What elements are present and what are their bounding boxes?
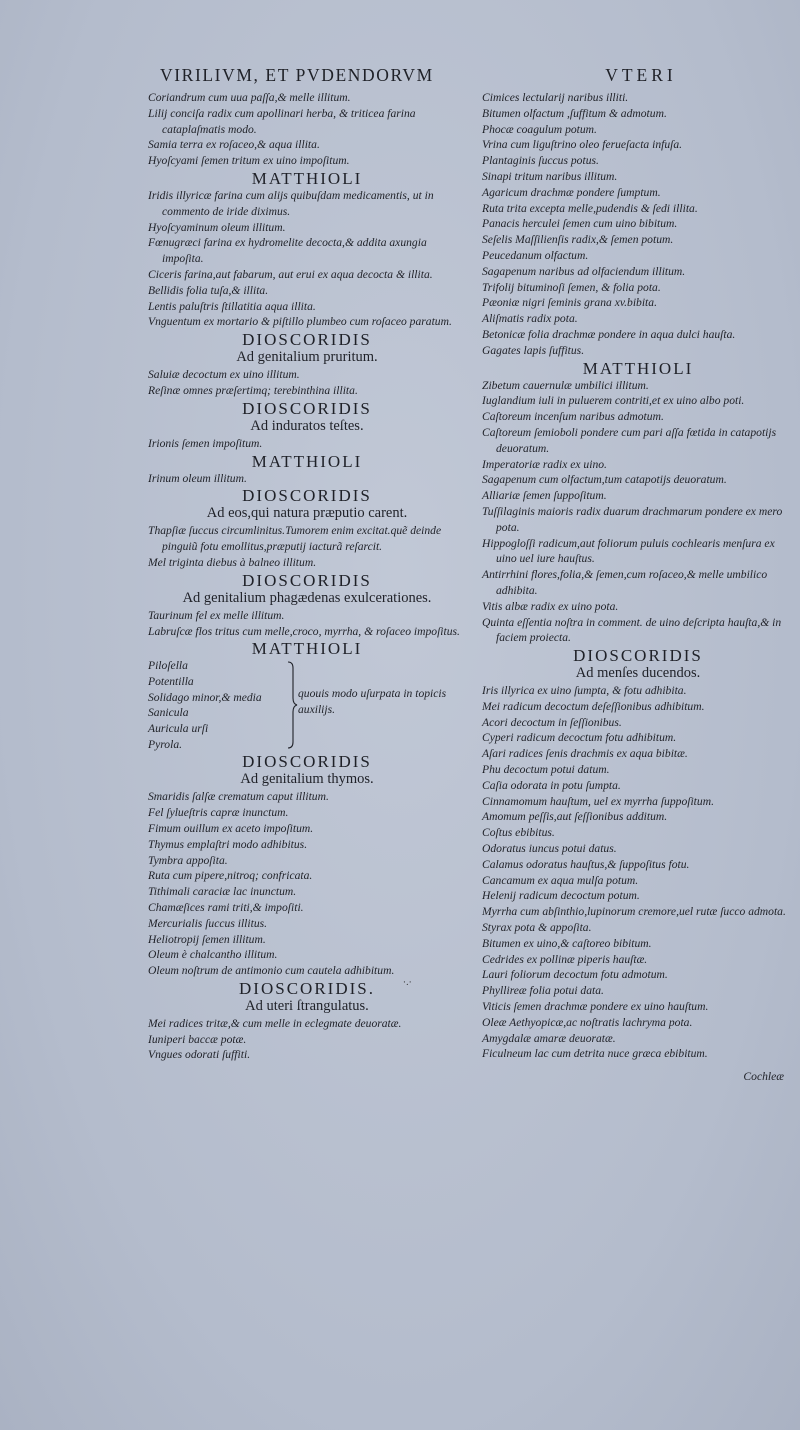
remedy-entry: Oleum noſtrum de antimonio cum cautela adhibitum. <box>148 964 395 978</box>
remedy-entry: Fœnugræci farina ex hydromelite decocta,& addita axungia impoſita. <box>148 236 427 266</box>
remedy-entry: Alliariæ ſemen ſuppoſitum. <box>482 489 607 503</box>
remedy-entry: Vrina cum liguſtrino oleo ferueſacta infuſa. <box>482 138 683 152</box>
remedy-entry: Calamus odoratus hauſtus,& ſuppoſitus fotu. <box>482 857 690 871</box>
brace-group <box>148 658 466 752</box>
remedy-entry: Phyllireæ folia potui data. <box>482 984 604 998</box>
remedy-entry: Bitumen ex uino,& caſtoreo bibitum. <box>482 936 652 950</box>
remedy-entry: Iuglandium iuli in puluerem contriti,et ex uino albo poti. <box>482 394 745 408</box>
remedy-entry: Antirrhini flores,folia,& ſemen,cum roſaceo,& melle umbilico adhibita. <box>482 568 768 597</box>
remedy-entry: Hyoſcyami ſemen tritum ex uino impoſitum. <box>148 154 350 168</box>
remedy-entry: Sagapenum cum olfactum,tum catapotijs deuoratum. <box>482 473 727 487</box>
catchword: Cochleæ <box>743 1070 784 1084</box>
left-running-head: VIRILIVM, ET PVDENDORVM <box>160 65 434 85</box>
remedy-entry: Plantaginis ſuccus potus. <box>482 154 599 168</box>
remedy-entry: Betonicæ folia drachmæ pondere in aqua dulci hauſta. <box>482 327 736 341</box>
brace-item: Piloſella <box>148 659 188 673</box>
remedy-entry: Lilij conciſa radix cum apollinari herba, & triticea farina cataplaſmatis modo. <box>148 106 416 136</box>
remedy-entry: Phocæ coagulum potum. <box>482 122 597 136</box>
brace-item: Sanicula <box>148 706 189 720</box>
remedy-entry: Mel triginta diebus à balneo illitum. <box>148 555 317 569</box>
remedy-entry: Amomum peſſis,aut ſeſſionibus additum. <box>482 810 668 824</box>
section-heading: MATTHIOLI <box>582 358 694 378</box>
section-subheading: Ad menſes ducendos. <box>575 665 701 682</box>
section-heading: MATTHIOLI <box>251 639 363 659</box>
left-column <box>148 62 466 1063</box>
remedy-entry: Zibetum cauernulæ umbilici illitum. <box>482 378 649 392</box>
remedy-entry: Quinta eſſentia noſtra in comment. de uino deſcripta hauſta,& in faciem proiecta. <box>482 615 782 645</box>
remedy-entry: Iuniperi baccæ potæ. <box>148 1032 247 1046</box>
remedy-entry: Reſinæ omnes præſertimq; terebinthina illita. <box>148 383 358 397</box>
remedy-entry: Labruſcæ flos tritus cum melle,croco, myrrha, & roſaceo impoſitus. <box>148 624 460 638</box>
remedy-entry: Peucedanum olfactum. <box>482 248 589 262</box>
remedy-entry: Panacis herculei ſemen cum uino bibitum. <box>482 217 678 231</box>
remedy-entry: Oleum è chalcantho illitum. <box>148 948 278 962</box>
remedy-entry: Iridis illyricæ farina cum alijs quibuſdam medicamentis, ut in commento de iride diximus. <box>148 188 434 218</box>
section-subheading: Ad genitalium thymos. <box>240 771 374 788</box>
remedy-entry: Sinapi tritum naribus illitum. <box>482 169 618 183</box>
remedy-entry: Smaridis ſalſæ crematum caput illitum. <box>148 790 329 804</box>
remedy-entry: Caſtoreum incenſum naribus admotum. <box>482 410 664 424</box>
remedy-entry: Taurinum fel ex melle illitum. <box>148 608 285 622</box>
section-subheading: Ad eos,qui natura præputio carent. <box>206 505 408 522</box>
remedy-entry: Tuſſilaginis maioris radix duarum drachmarum pondere ex mero pota. <box>482 504 783 534</box>
remedy-entry: Thymus emplaſtri modo adhibitus. <box>148 837 308 851</box>
remedy-entry: Mei radicum decoctum deſeſſionibus adhibitum. <box>482 699 705 713</box>
section-heading: DIOSCORIDIS. <box>239 978 375 998</box>
remedy-entry: Oleæ Aethyopicæ,ac noſtratis lachryma pota. <box>482 1015 693 1029</box>
brace-item: Solidago minor,& media <box>148 690 262 704</box>
section-subheading: Ad induratos teſtes. <box>250 417 364 434</box>
section-heading: DIOSCORIDIS <box>573 646 703 666</box>
remedy-entry: Bitumen olfactum ,ſuffitum & admotum. <box>482 106 667 120</box>
brace-item: Potentilla <box>148 675 194 689</box>
section-subheading: Ad uteri ſtrangulatus. <box>245 997 369 1014</box>
remedy-entry: Aſari radices ſenis drachmis ex aqua bibitæ. <box>482 747 688 761</box>
remedy-entry: Lauri foliorum decoctum fotu admotum. <box>482 968 668 982</box>
brace-item: Auricula urſi <box>148 722 209 736</box>
remedy-entry: Hippogloſſi radicum,aut foliorum puluis cochlearis menſura ex uino uel iure hauſtus. <box>482 536 775 566</box>
section-subheading: Ad genitalium phagædenas exulcerationes. <box>182 589 432 606</box>
remedy-entry: Chamæſices rami triti,& impoſiti. <box>148 900 304 914</box>
section-heading: DIOSCORIDIS <box>242 570 372 590</box>
remedy-entry: Irionis ſemen impoſitum. <box>148 436 263 450</box>
remedy-entry: Aliſmatis radix pota. <box>482 312 578 326</box>
remedy-entry: Imperatoriæ radix ex uino. <box>482 457 607 471</box>
section-heading: DIOSCORIDIS <box>242 486 372 506</box>
remedy-entry: Viticis ſemen drachmæ pondere ex uino hauſtum. <box>482 1000 709 1014</box>
brace-items <box>148 658 286 752</box>
curly-brace-icon <box>284 660 298 750</box>
remedy-entry: Cinnamomum hauſtum, uel ex myrrha ſuppoſitum. <box>482 794 714 808</box>
remedy-entry: Coſtus ebibitus. <box>482 826 555 840</box>
remedy-entry: Tithimali caraciæ lac inunctum. <box>148 885 297 899</box>
remedy-entry: Odoratus iuncus potui datus. <box>482 842 617 856</box>
remedy-entry: Coriandrum cum uua paſſa,& melle illitum. <box>148 91 351 104</box>
remedy-entry: Agaricum drachmæ pondere ſumptum. <box>482 185 661 199</box>
left-sections <box>148 90 466 658</box>
remedy-entry: Bellidis folia tuſa,& illita. <box>148 283 269 297</box>
remedy-entry: Samia terra ex roſaceo,& aqua illita. <box>148 138 320 152</box>
remedy-entry: Tymbra appoſita. <box>148 853 228 867</box>
remedy-entry: Ficulneum lac cum detrita nuce græca ebibitum. <box>482 1047 708 1061</box>
remedy-entry: Caſia odorata in potu ſumpta. <box>482 778 621 792</box>
remedy-entry: Myrrha cum abſinthio,lupinorum cremore,uel rutæ ſucco admota. <box>482 905 786 919</box>
remedy-entry: Fel ſylueſtris capræ inunctum. <box>148 806 289 820</box>
left-sections-continued <box>148 753 466 1063</box>
remedy-entry: Trifolij bituminoſi ſemen, & folia pota. <box>482 280 661 294</box>
remedy-entry: Lentis paluſtris ſtillatitia aqua illita. <box>148 299 316 313</box>
section-heading: DIOSCORIDIS <box>242 752 372 772</box>
remedy-entry: Caſtoreum ſemioboli pondere cum pari aſſa fœtida in catapotijs deuoratum. <box>482 425 777 455</box>
remedy-entry: Sagapenum naribus ad olfaciendum illitum. <box>482 264 686 278</box>
remedy-entry: Cancamum ex aqua mulſa potum. <box>482 873 639 887</box>
remedy-entry: Pæoniæ nigri ſeminis grana xv.bibita. <box>482 296 657 310</box>
remedy-entry: Cedrides ex pollinæ piperis hauſtæ. <box>482 952 648 966</box>
remedy-entry: Hyoſcyaminum oleum illitum. <box>148 220 286 234</box>
section-subheading: Ad genitalium pruritum. <box>236 349 378 366</box>
remedy-entry: Heliotropij ſemen illitum. <box>148 932 266 946</box>
remedy-entry: Iris illyrica ex uino ſumpta, & fotu adhibita. <box>482 684 687 698</box>
remedy-entry: Styrax pota & appoſita. <box>482 921 592 935</box>
remedy-entry: Ciceris farina,aut fabarum, aut erui ex aqua decocta & illita. <box>148 267 433 281</box>
stray-dots: ·.· <box>403 978 412 988</box>
section-heading: MATTHIOLI <box>251 451 363 471</box>
remedy-entry: Ruta trita excepta melle,pudendis & ſedi illita. <box>482 201 698 215</box>
remedy-entry: Vngues odorati ſuffiti. <box>148 1048 251 1062</box>
remedy-entry: Vnguentum ex mortario & piſtillo plumbeo cum roſaceo paratum. <box>148 315 452 329</box>
right-sections <box>482 90 794 1062</box>
brace-item: Pyrola. <box>148 737 183 751</box>
right-running-head: VTERI <box>605 65 677 85</box>
remedy-entry: Saluiæ decoctum ex uino illitum. <box>148 368 300 382</box>
remedy-entry: Mei radices tritæ,& cum melle in eclegmate deuoratæ. <box>148 1016 402 1030</box>
remedy-entry: Helenij radicum decoctum potum. <box>482 889 640 903</box>
remedy-entry: Gagates lapis ſuffitus. <box>482 343 585 357</box>
section-heading: DIOSCORIDIS <box>242 330 372 350</box>
remedy-entry: Ruta cum pipere,nitroq; confricata. <box>148 869 313 883</box>
remedy-entry: Phu decoctum potui datum. <box>482 763 610 777</box>
remedy-entry: Vitis albæ radix ex uino pota. <box>482 599 619 613</box>
remedy-entry: Fimum ouillum ex aceto impoſitum. <box>148 821 314 835</box>
brace-text: quouis modo uſurpata in topicis auxilijs. <box>298 687 447 717</box>
remedy-entry: Mercurialis ſuccus illitus. <box>148 916 268 930</box>
remedy-entry: Acori decoctum in ſeſſionibus. <box>482 715 622 729</box>
section-heading: MATTHIOLI <box>251 168 363 188</box>
remedy-entry: Thapſiæ ſuccus circumlinitus.Tumorem enim excitat.quẽ deinde pinguiũ fotu emollitus,præputij iacturã reſarcit. <box>148 524 442 554</box>
remedy-entry: Amygdalæ amaræ deuoratæ. <box>482 1031 616 1045</box>
right-column <box>482 62 794 1084</box>
remedy-entry: Irinum oleum illitum. <box>148 471 247 485</box>
section-heading: DIOSCORIDIS <box>242 398 372 418</box>
remedy-entry: Seſelis Maſſilienſis radix,& ſemen potum. <box>482 233 674 247</box>
remedy-entry: Cimices lectularij naribus illiti. <box>482 91 629 104</box>
remedy-entry: Cyperi radicum decoctum fotu adhibitum. <box>482 731 677 745</box>
